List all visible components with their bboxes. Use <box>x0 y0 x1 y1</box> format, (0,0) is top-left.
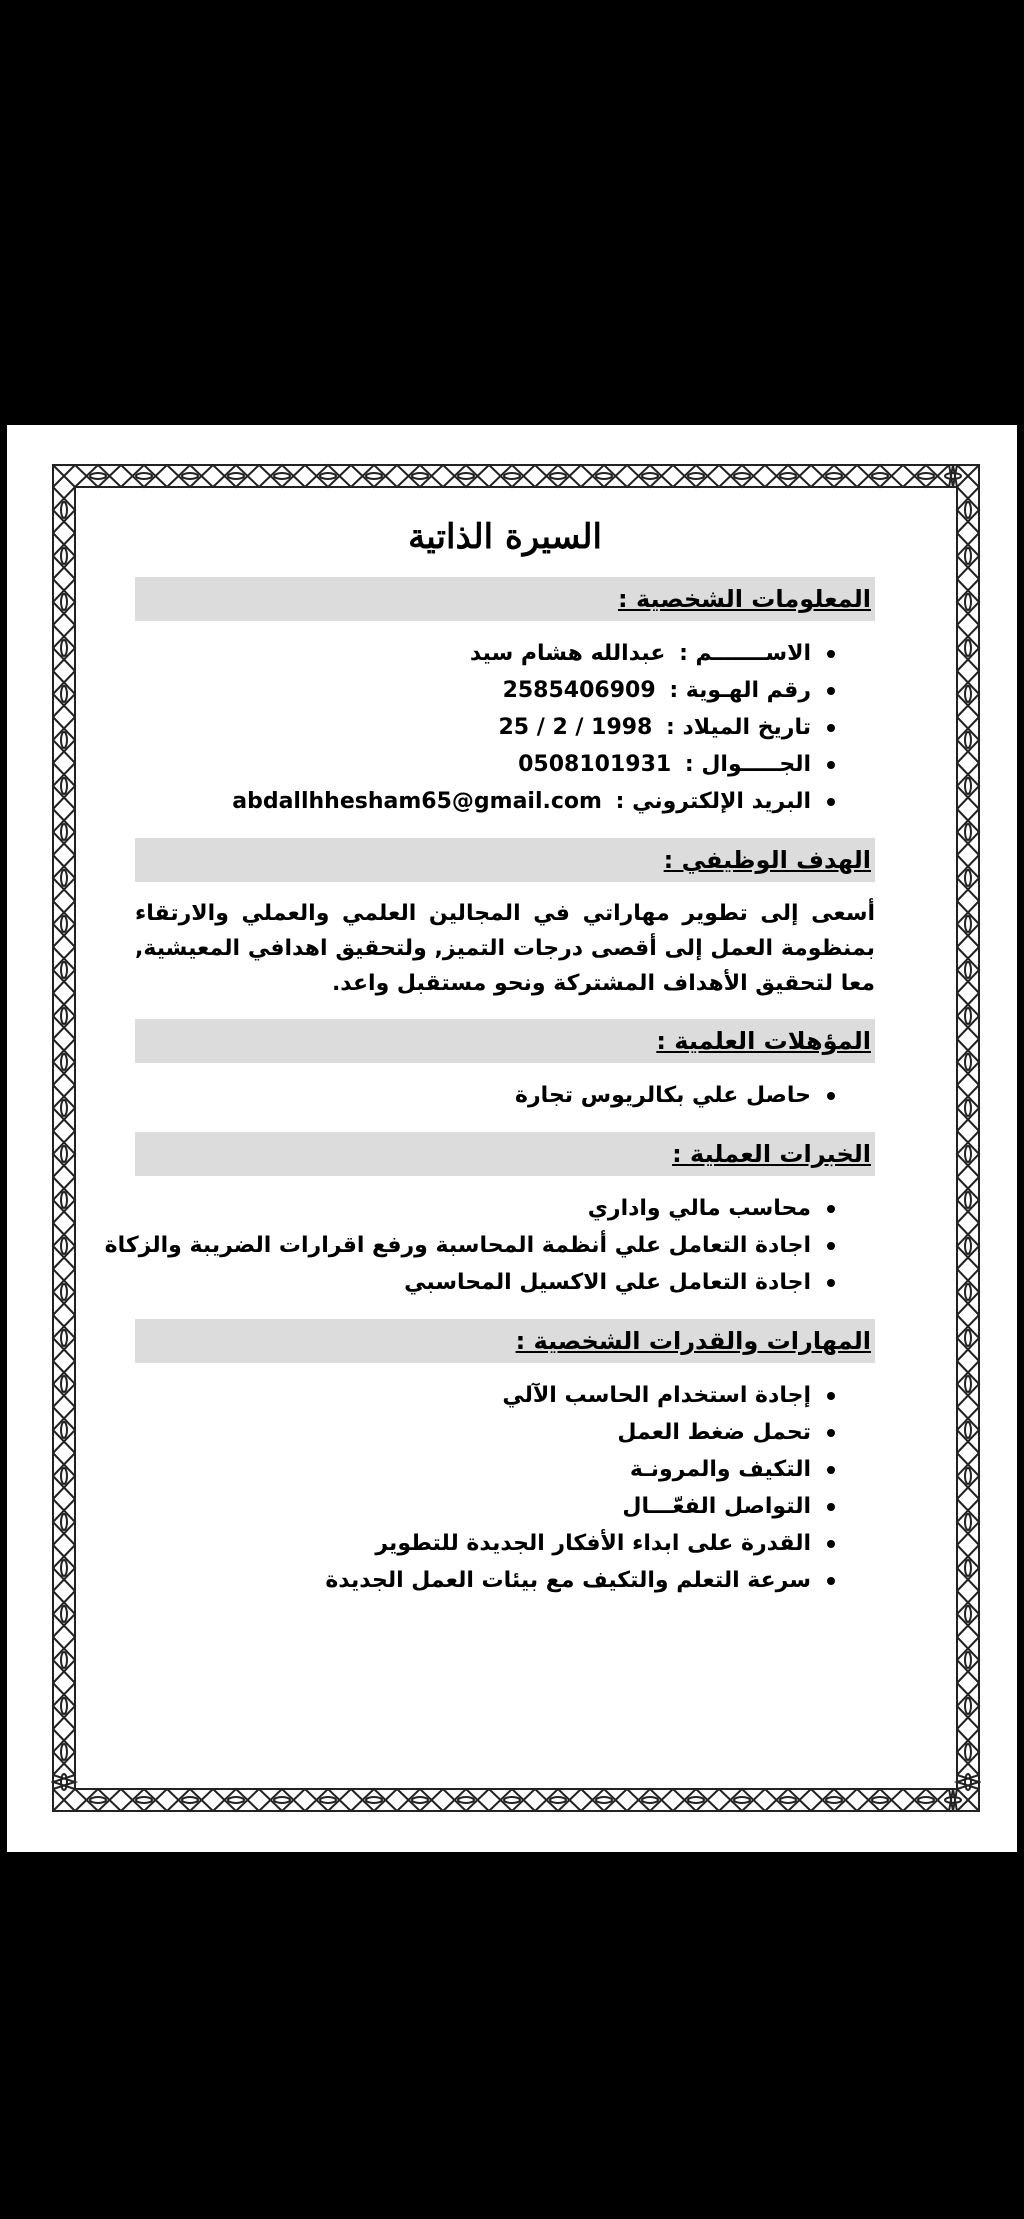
list-item: التواصل الفعّـــال <box>135 1488 835 1525</box>
objective-text: أسعى إلى تطوير مهاراتي في المجالين العلمي والعملي والارتقاء بمنظومة العمل إلى أقصى درجات التميز, ولتحقيق اهدافي المعيشية, معا لتحقيق الأهداف المشتركة ونحو مستقبل واعد. <box>135 901 875 996</box>
list-item: سرعة التعلم والتكيف مع بيئات العمل الجديدة <box>135 1562 835 1599</box>
info-birthdate: تاريخ الميلاد : 25 / 2 / 1998 <box>135 709 835 746</box>
list-item: اجادة التعامل علي أنظمة المحاسبة ورفع اقرارات الضريبة والزكاة <box>135 1227 835 1264</box>
personal-info-list <box>135 635 875 820</box>
list-item: تحمل ضغط العمل <box>135 1414 835 1451</box>
cv-page <box>7 425 1017 1852</box>
list-item: القدرة على ابداء الأفكار الجديدة للتطوير <box>135 1525 835 1562</box>
skills-list <box>135 1377 875 1599</box>
info-id: رقم الهـوية : 2585406909 <box>135 672 835 709</box>
list-item: حاصل علي بكالريوس تجارة <box>135 1077 835 1114</box>
section-objective-heading: الهدف الوظيفي : <box>135 838 875 882</box>
info-name: الاســـــــم : عبدالله هشام سيد <box>135 635 835 672</box>
section-personal-heading: المعلومات الشخصية : <box>135 577 875 621</box>
cv-content <box>104 515 875 1599</box>
section-experience-heading: الخبرات العملية : <box>135 1132 875 1176</box>
page-title: السيرة الذاتية <box>408 517 602 557</box>
info-email: البريد الإلكتروني : abdallhhesham65@gmail.com <box>135 783 835 820</box>
section-qualifications-heading: المؤهلات العلمية : <box>135 1019 875 1063</box>
list-item: التكيف والمرونـة <box>135 1451 835 1488</box>
section-skills-heading: المهارات والقدرات الشخصية : <box>135 1319 875 1363</box>
list-item: اجادة التعامل علي الاكسيل المحاسبي <box>135 1264 835 1301</box>
qualifications-list <box>135 1077 875 1114</box>
info-mobile: الجـــــوال : 0508101931 <box>135 746 835 783</box>
list-item: محاسب مالي واداري <box>135 1190 835 1227</box>
experience-list <box>104 1190 875 1301</box>
list-item: إجادة استخدام الحاسب الآلي <box>135 1377 835 1414</box>
